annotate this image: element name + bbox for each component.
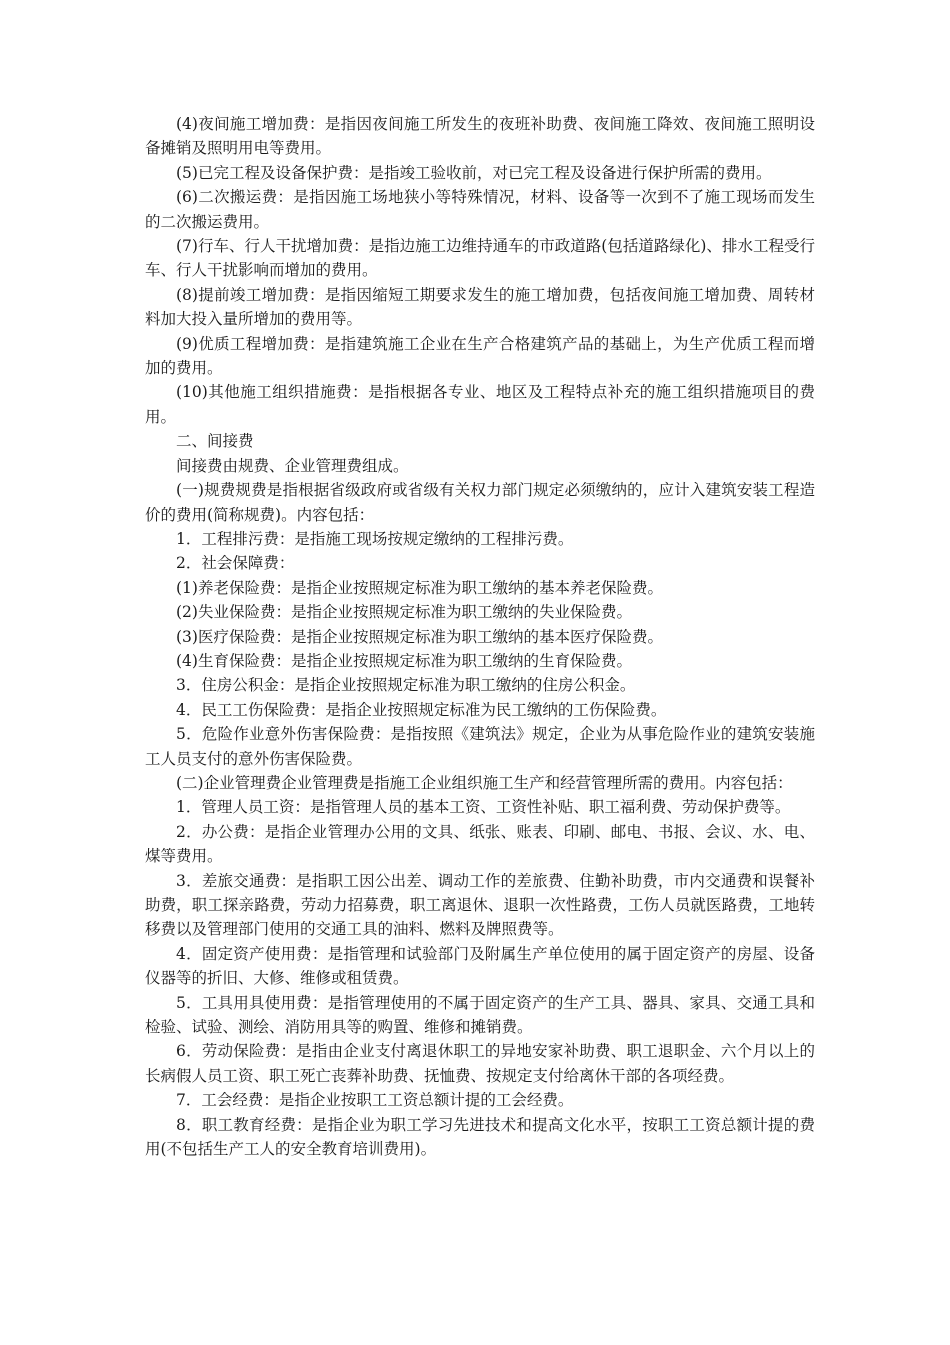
paragraph: (10)其他施工组织措施费：是指根据各专业、地区及工程特点补充的施工组织措施项目的费用。	[145, 383, 815, 426]
paragraph: (4)生育保险费：是指企业按照规定标准为职工缴纳的生育保险费。	[176, 651, 632, 670]
paragraph: (6)二次搬运费：是指因施工场地狭小等特殊情况，材料、设备等一次到不了施工现场而发生的二次搬运费用。	[145, 188, 815, 231]
paragraph: (一)规费规费是指根据省级政府或省级有关权力部门规定必须缴纳的，应计入建筑安装工程造价的费用(简称规费)。内容包括：	[145, 481, 815, 524]
paragraph: 8．职工教育经费：是指企业为职工学习先进技术和提高文化水平，按职工工资总额计提的费用(不包括生产工人的安全教育培训费用)。	[145, 1115, 815, 1159]
paragraph: 1．管理人员工资：是指管理人员的基本工资、工资性补贴、职工福利费、劳动保护费等。	[176, 798, 791, 817]
paragraph: (9)优质工程增加费：是指建筑施工企业在生产合格建筑产品的基础上，为生产优质工程而增加的费用。	[145, 334, 815, 378]
paragraph: (5)已完工程及设备保护费：是指竣工验收前，对已完工程及设备进行保护所需的费用。	[176, 163, 772, 182]
section-heading: 二、间接费	[176, 432, 254, 451]
paragraph: 4．固定资产使用费：是指管理和试验部门及附属生产单位使用的属于固定资产的房屋、设备仪器等的折旧、大修、维修或租赁费。	[145, 944, 815, 988]
paragraph: 2．社会保障费：	[176, 554, 295, 573]
paragraph: (4)夜间施工增加费：是指因夜间施工所发生的夜班补助费、夜间施工降效、夜间施工照明设备摊销及照明用电等费用。	[145, 115, 815, 158]
paragraph: 3．住房公积金：是指企业按照规定标准为职工缴纳的住房公积金。	[176, 676, 636, 695]
paragraph: 间接费由规费、企业管理费组成。	[176, 456, 409, 475]
paragraph: 5．工具用具使用费：是指管理使用的不属于固定资产的生产工具、器具、家具、交通工具和检验、试验、测绘、消防用具等的购置、维修和摊销费。	[145, 993, 815, 1037]
paragraph: (二)企业管理费企业管理费是指施工企业组织施工生产和经营管理所需的费用。内容包括：	[176, 773, 793, 792]
paragraph: (2)失业保险费：是指企业按照规定标准为职工缴纳的失业保险费。	[176, 603, 632, 622]
paragraph: 5．危险作业意外伤害保险费：是指按照《建筑法》规定，企业为从事危险作业的建筑安装施工人员支付的意外伤害保险费。	[145, 725, 815, 768]
paragraph: 3．差旅交通费：是指职工因公出差、调动工作的差旅费、住勤补助费，市内交通费和误餐补助费，职工探亲路费，劳动力招募费，职工离退休、退职一次性路费，工伤人员就医路费，工地转移费以及管理部门使用的交通工具的油料、燃料及牌照费等。	[145, 871, 815, 939]
paragraph: 4．民工工伤保险费：是指企业按照规定标准为民工缴纳的工伤保险费。	[176, 700, 667, 719]
paragraph: (8)提前竣工增加费：是指因缩短工期要求发生的施工增加费，包括夜间施工增加费、周转材料加大投入量所增加的费用等。	[145, 285, 815, 329]
paragraph: 1．工程排污费：是指施工现场按规定缴纳的工程排污费。	[176, 529, 574, 548]
paragraph: 7．工会经费：是指企业按职工工资总额计提的工会经费。	[176, 1091, 574, 1110]
paragraph: 6．劳动保险费：是指由企业支付离退休职工的异地安家补助费、职工退职金、六个月以上的长病假人员工资、职工死亡丧葬补助费、抚恤费、按规定支付给离休干部的各项经费。	[145, 1042, 815, 1085]
document-body	[145, 112, 815, 1161]
paragraph: (7)行车、行人干扰增加费：是指边施工边维持通车的市政道路(包括道路绿化)、排水工程受行车、行人干扰影响而增加的费用。	[145, 237, 815, 280]
paragraph: (3)医疗保险费：是指企业按照规定标准为职工缴纳的基本医疗保险费。	[176, 627, 663, 646]
paragraph: (1)养老保险费：是指企业按照规定标准为职工缴纳的基本养老保险费。	[176, 578, 663, 597]
paragraph: 2．办公费：是指企业管理办公用的文具、纸张、账表、印刷、邮电、书报、会议、水、电、煤等费用。	[145, 822, 815, 866]
